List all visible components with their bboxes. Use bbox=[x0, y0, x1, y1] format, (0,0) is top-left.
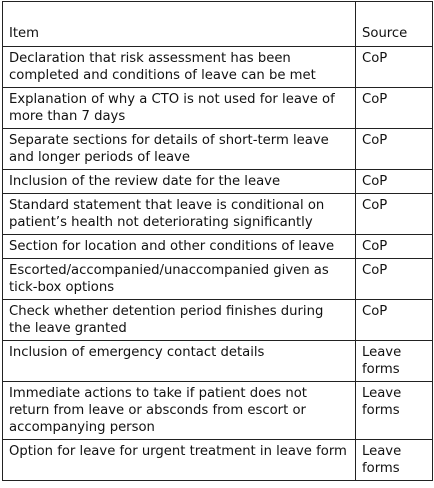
source-cell: CoP bbox=[356, 259, 433, 300]
source-cell: Leave forms bbox=[356, 440, 433, 481]
table-header-row bbox=[3, 2, 433, 47]
source-cell: CoP bbox=[356, 235, 433, 259]
source-cell: CoP bbox=[356, 300, 433, 341]
leave-form-items-table bbox=[2, 1, 433, 481]
table-row bbox=[3, 170, 433, 194]
item-cell: Inclusion of emergency contact details bbox=[3, 341, 356, 382]
item-cell: Check whether detention period finishes during the leave granted bbox=[3, 300, 356, 341]
table-row bbox=[3, 194, 433, 235]
table-row bbox=[3, 341, 433, 382]
table-row bbox=[3, 440, 433, 481]
table-row bbox=[3, 235, 433, 259]
table-row bbox=[3, 259, 433, 300]
column-header-item: Item bbox=[3, 2, 356, 47]
table-row bbox=[3, 129, 433, 170]
item-cell: Escorted/accompanied/unaccompanied given as tick-box options bbox=[3, 259, 356, 300]
item-cell: Standard statement that leave is conditional on patient’s health not deteriorating significantly bbox=[3, 194, 356, 235]
table-row bbox=[3, 88, 433, 129]
source-cell: CoP bbox=[356, 129, 433, 170]
source-cell: CoP bbox=[356, 194, 433, 235]
item-cell: Inclusion of the review date for the leave bbox=[3, 170, 356, 194]
item-cell: Explanation of why a CTO is not used for leave of more than 7 days bbox=[3, 88, 356, 129]
item-cell: Section for location and other conditions of leave bbox=[3, 235, 356, 259]
item-cell: Declaration that risk assessment has been completed and conditions of leave can be met bbox=[3, 47, 356, 88]
item-cell: Separate sections for details of short-term leave and longer periods of leave bbox=[3, 129, 356, 170]
table-row bbox=[3, 47, 433, 88]
table-row bbox=[3, 382, 433, 440]
item-cell: Immediate actions to take if patient does not return from leave or absconds from escort or accompanying person bbox=[3, 382, 356, 440]
source-cell: CoP bbox=[356, 88, 433, 129]
source-cell: CoP bbox=[356, 47, 433, 88]
item-cell: Option for leave for urgent treatment in leave form bbox=[3, 440, 356, 481]
source-cell: Leave forms bbox=[356, 382, 433, 440]
source-cell: Leave forms bbox=[356, 341, 433, 382]
table-row bbox=[3, 300, 433, 341]
source-cell: CoP bbox=[356, 170, 433, 194]
column-header-source: Source bbox=[356, 2, 433, 47]
